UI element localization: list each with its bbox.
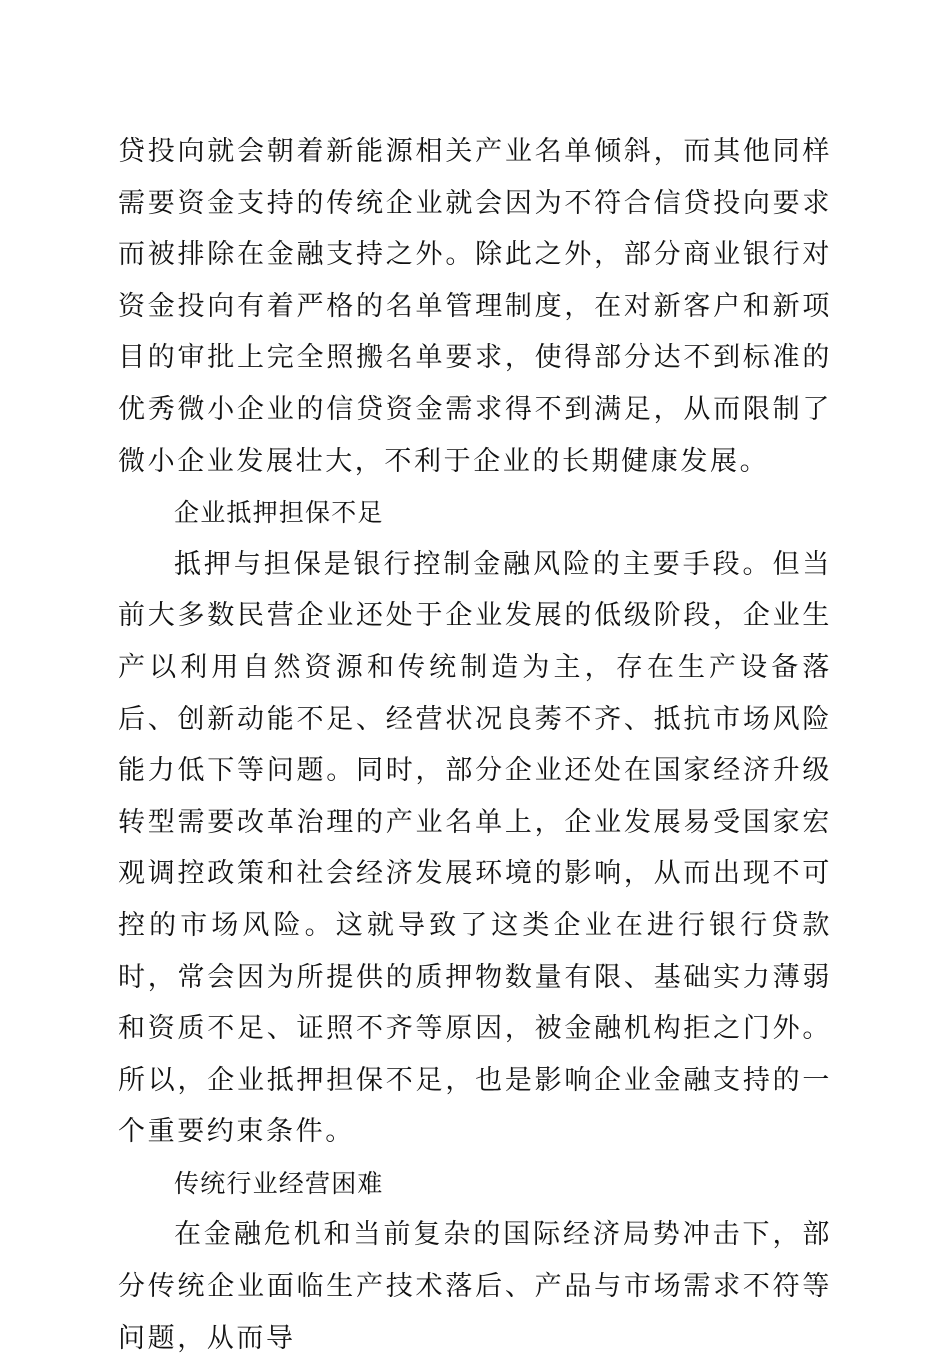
paragraph-collateral: 抵押与担保是银行控制金融风险的主要手段。但当前大多数民营企业还处于企业发展的低级阶段，企业生产以利用自然资源和传统制造为主，存在生产设备落后、创新动能不足、经营状况良莠不齐、抵抗市场风险能力低下等问题。同时，部分企业还处在国家经济升级转型需要改革治理的产业名单上，企业发展易受国家宏观调控政策和社会经济发展环境的影响，从而出现不可控的市场风险。这就导致了这类企业在进行银行贷款时，常会因为所提供的质押物数量有限、基础实力薄弱和资质不足、证照不齐等原因，被金融机构拒之门外。所以，企业抵押担保不足，也是影响企业金融支持的一个重要约束条件。	[118, 548, 832, 1148]
section-heading-collateral: 企业抵押担保不足	[174, 498, 384, 528]
paragraph-traditional-industry: 在金融危机和当前复杂的国际经济局势冲击下，部分传统企业面临生产技术落后、产品与市场需求不符等问题，从而导	[118, 1219, 832, 1354]
section-heading-traditional-industry: 传统行业经营困难	[174, 1168, 384, 1198]
paragraph-continuation: 贷投向就会朝着新能源相关产业名单倾斜，而其他同样需要资金支持的传统企业就会因为不符合信贷投向要求而被排除在金融支持之外。除此之外，部分商业银行对资金投向有着严格的名单管理制度，在对新客户和新项目的审批上完全照搬名单要求，使得部分达不到标准的优秀微小企业的信贷资金需求得不到满足，从而限制了微小企业发展壮大，不利于企业的长期健康发展。	[118, 136, 832, 477]
document-body	[118, 126, 832, 1364]
